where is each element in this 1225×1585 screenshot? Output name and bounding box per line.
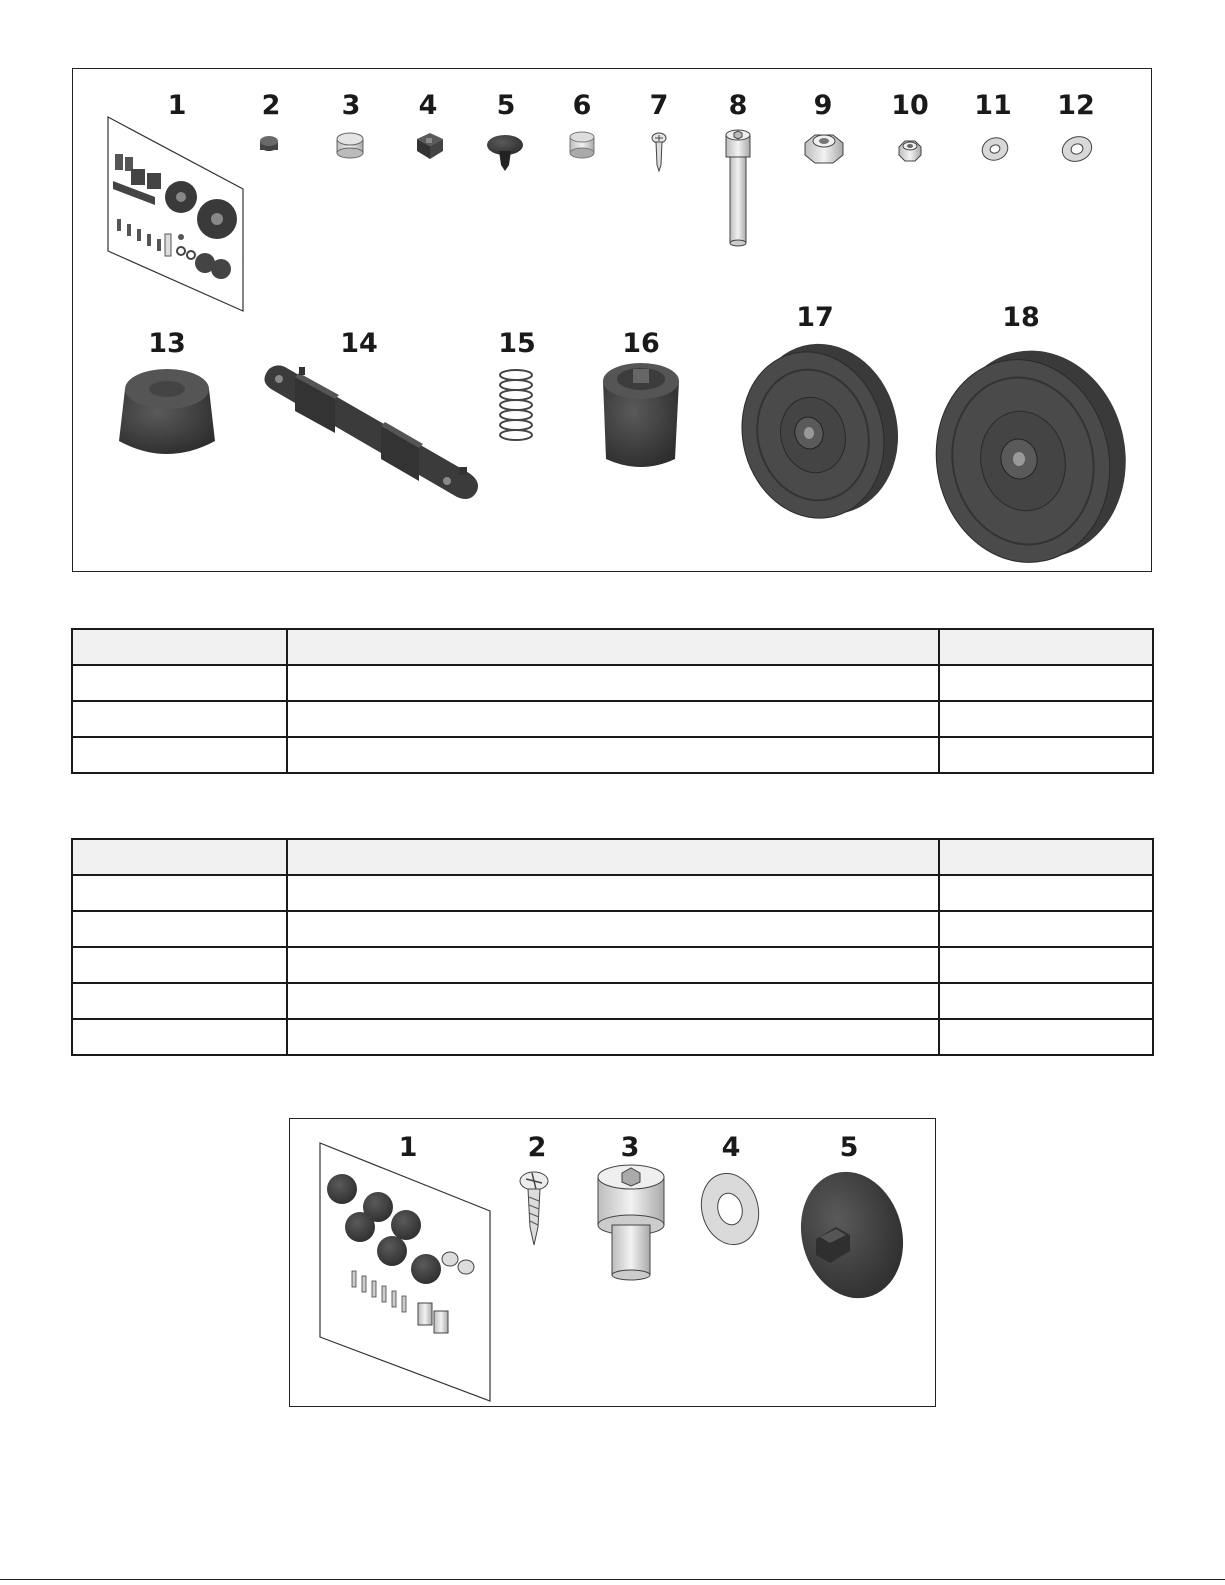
parts-figure-bottom	[289, 1118, 936, 1407]
long-bolt-image	[726, 130, 750, 246]
part-label-9: 9	[813, 90, 833, 121]
hardware-bag-image	[108, 117, 243, 311]
parts-figure-top-svg	[73, 69, 1153, 573]
parts-figure-top	[72, 68, 1152, 572]
small-plug-image	[260, 136, 278, 151]
table-row	[72, 983, 1153, 1019]
part-label-17: 17	[796, 302, 834, 333]
table-cell	[287, 737, 939, 773]
parts-table-2	[71, 838, 1154, 1056]
table-cell	[939, 983, 1153, 1019]
table-cell	[72, 947, 287, 983]
table-cell	[72, 875, 287, 911]
table-cell	[939, 947, 1153, 983]
parts-table-1	[71, 628, 1154, 774]
parts-figure-bottom-svg	[290, 1119, 937, 1408]
part-label-6: 6	[572, 90, 592, 121]
table-cell	[287, 911, 939, 947]
table-header-cell	[287, 629, 939, 665]
table-row	[72, 947, 1153, 983]
table-cell	[939, 875, 1153, 911]
table-cell	[287, 1019, 939, 1055]
table-cell	[287, 947, 939, 983]
part-label-10: 10	[891, 90, 929, 121]
kit-label-3: 3	[620, 1132, 640, 1163]
kit-label-4: 4	[721, 1132, 741, 1163]
flat-washer-image	[694, 1167, 767, 1251]
spacer-bar-image	[264, 365, 478, 499]
lock-nut-large-image	[805, 135, 843, 163]
table-cell	[72, 665, 287, 701]
part-label-15: 15	[498, 328, 536, 359]
table-cell	[287, 701, 939, 737]
kit-bag-image	[320, 1143, 490, 1401]
end-cap-image	[337, 133, 363, 158]
pulley-large-image	[918, 334, 1145, 573]
table-cell	[72, 911, 287, 947]
part-label-12: 12	[1057, 90, 1095, 121]
part-label-7: 7	[649, 90, 669, 121]
kit-label-1: 1	[398, 1132, 418, 1163]
table-header-cell	[72, 839, 287, 875]
part-label-16: 16	[622, 328, 660, 359]
roller-bushing-image	[603, 363, 679, 467]
table-header-cell	[72, 629, 287, 665]
pulley-medium-image	[724, 327, 917, 534]
table-row	[72, 665, 1153, 701]
part-label-1: 1	[167, 90, 187, 121]
table-header-cell	[287, 839, 939, 875]
table-cell	[287, 875, 939, 911]
compression-spring-image	[500, 370, 532, 440]
pulley-disc-image	[787, 1160, 917, 1310]
page-bottom-rule	[0, 1579, 1225, 1580]
table-cell	[72, 701, 287, 737]
table-cell	[939, 665, 1153, 701]
table-header-cell	[939, 839, 1153, 875]
table-cell	[287, 665, 939, 701]
self-tapping-screw-image	[520, 1172, 548, 1245]
part-label-11: 11	[974, 90, 1012, 121]
small-screw-image	[652, 133, 666, 171]
part-label-2: 2	[261, 90, 281, 121]
table-header-row	[72, 839, 1153, 875]
part-label-5: 5	[496, 90, 516, 121]
part-label-13: 13	[148, 328, 186, 359]
table-row	[72, 911, 1153, 947]
table-header-row	[72, 629, 1153, 665]
table-cell	[939, 1019, 1153, 1055]
part-label-8: 8	[728, 90, 748, 121]
table-header-cell	[939, 629, 1153, 665]
push-rivet-image	[487, 135, 523, 171]
washer-small-image	[979, 134, 1011, 164]
kit-label-5: 5	[839, 1132, 859, 1163]
table-row	[72, 875, 1153, 911]
part-label-18: 18	[1002, 302, 1040, 333]
lock-nut-small-image	[899, 141, 921, 161]
bushing-image	[570, 132, 594, 158]
table-cell	[72, 737, 287, 773]
table-cell	[72, 983, 287, 1019]
socket-head-bolt-image	[598, 1165, 664, 1280]
rubber-foot-image	[119, 369, 215, 454]
part-label-14: 14	[340, 328, 378, 359]
table-cell	[72, 1019, 287, 1055]
table-cell	[287, 983, 939, 1019]
part-label-4: 4	[418, 90, 438, 121]
table-row	[72, 737, 1153, 773]
table-cell	[939, 701, 1153, 737]
washer-large-image	[1059, 133, 1095, 166]
kit-label-2: 2	[527, 1132, 547, 1163]
part-label-3: 3	[341, 90, 361, 121]
table-cell	[939, 911, 1153, 947]
table-row	[72, 701, 1153, 737]
square-insert-image	[417, 133, 443, 159]
table-row	[72, 1019, 1153, 1055]
table-cell	[939, 737, 1153, 773]
